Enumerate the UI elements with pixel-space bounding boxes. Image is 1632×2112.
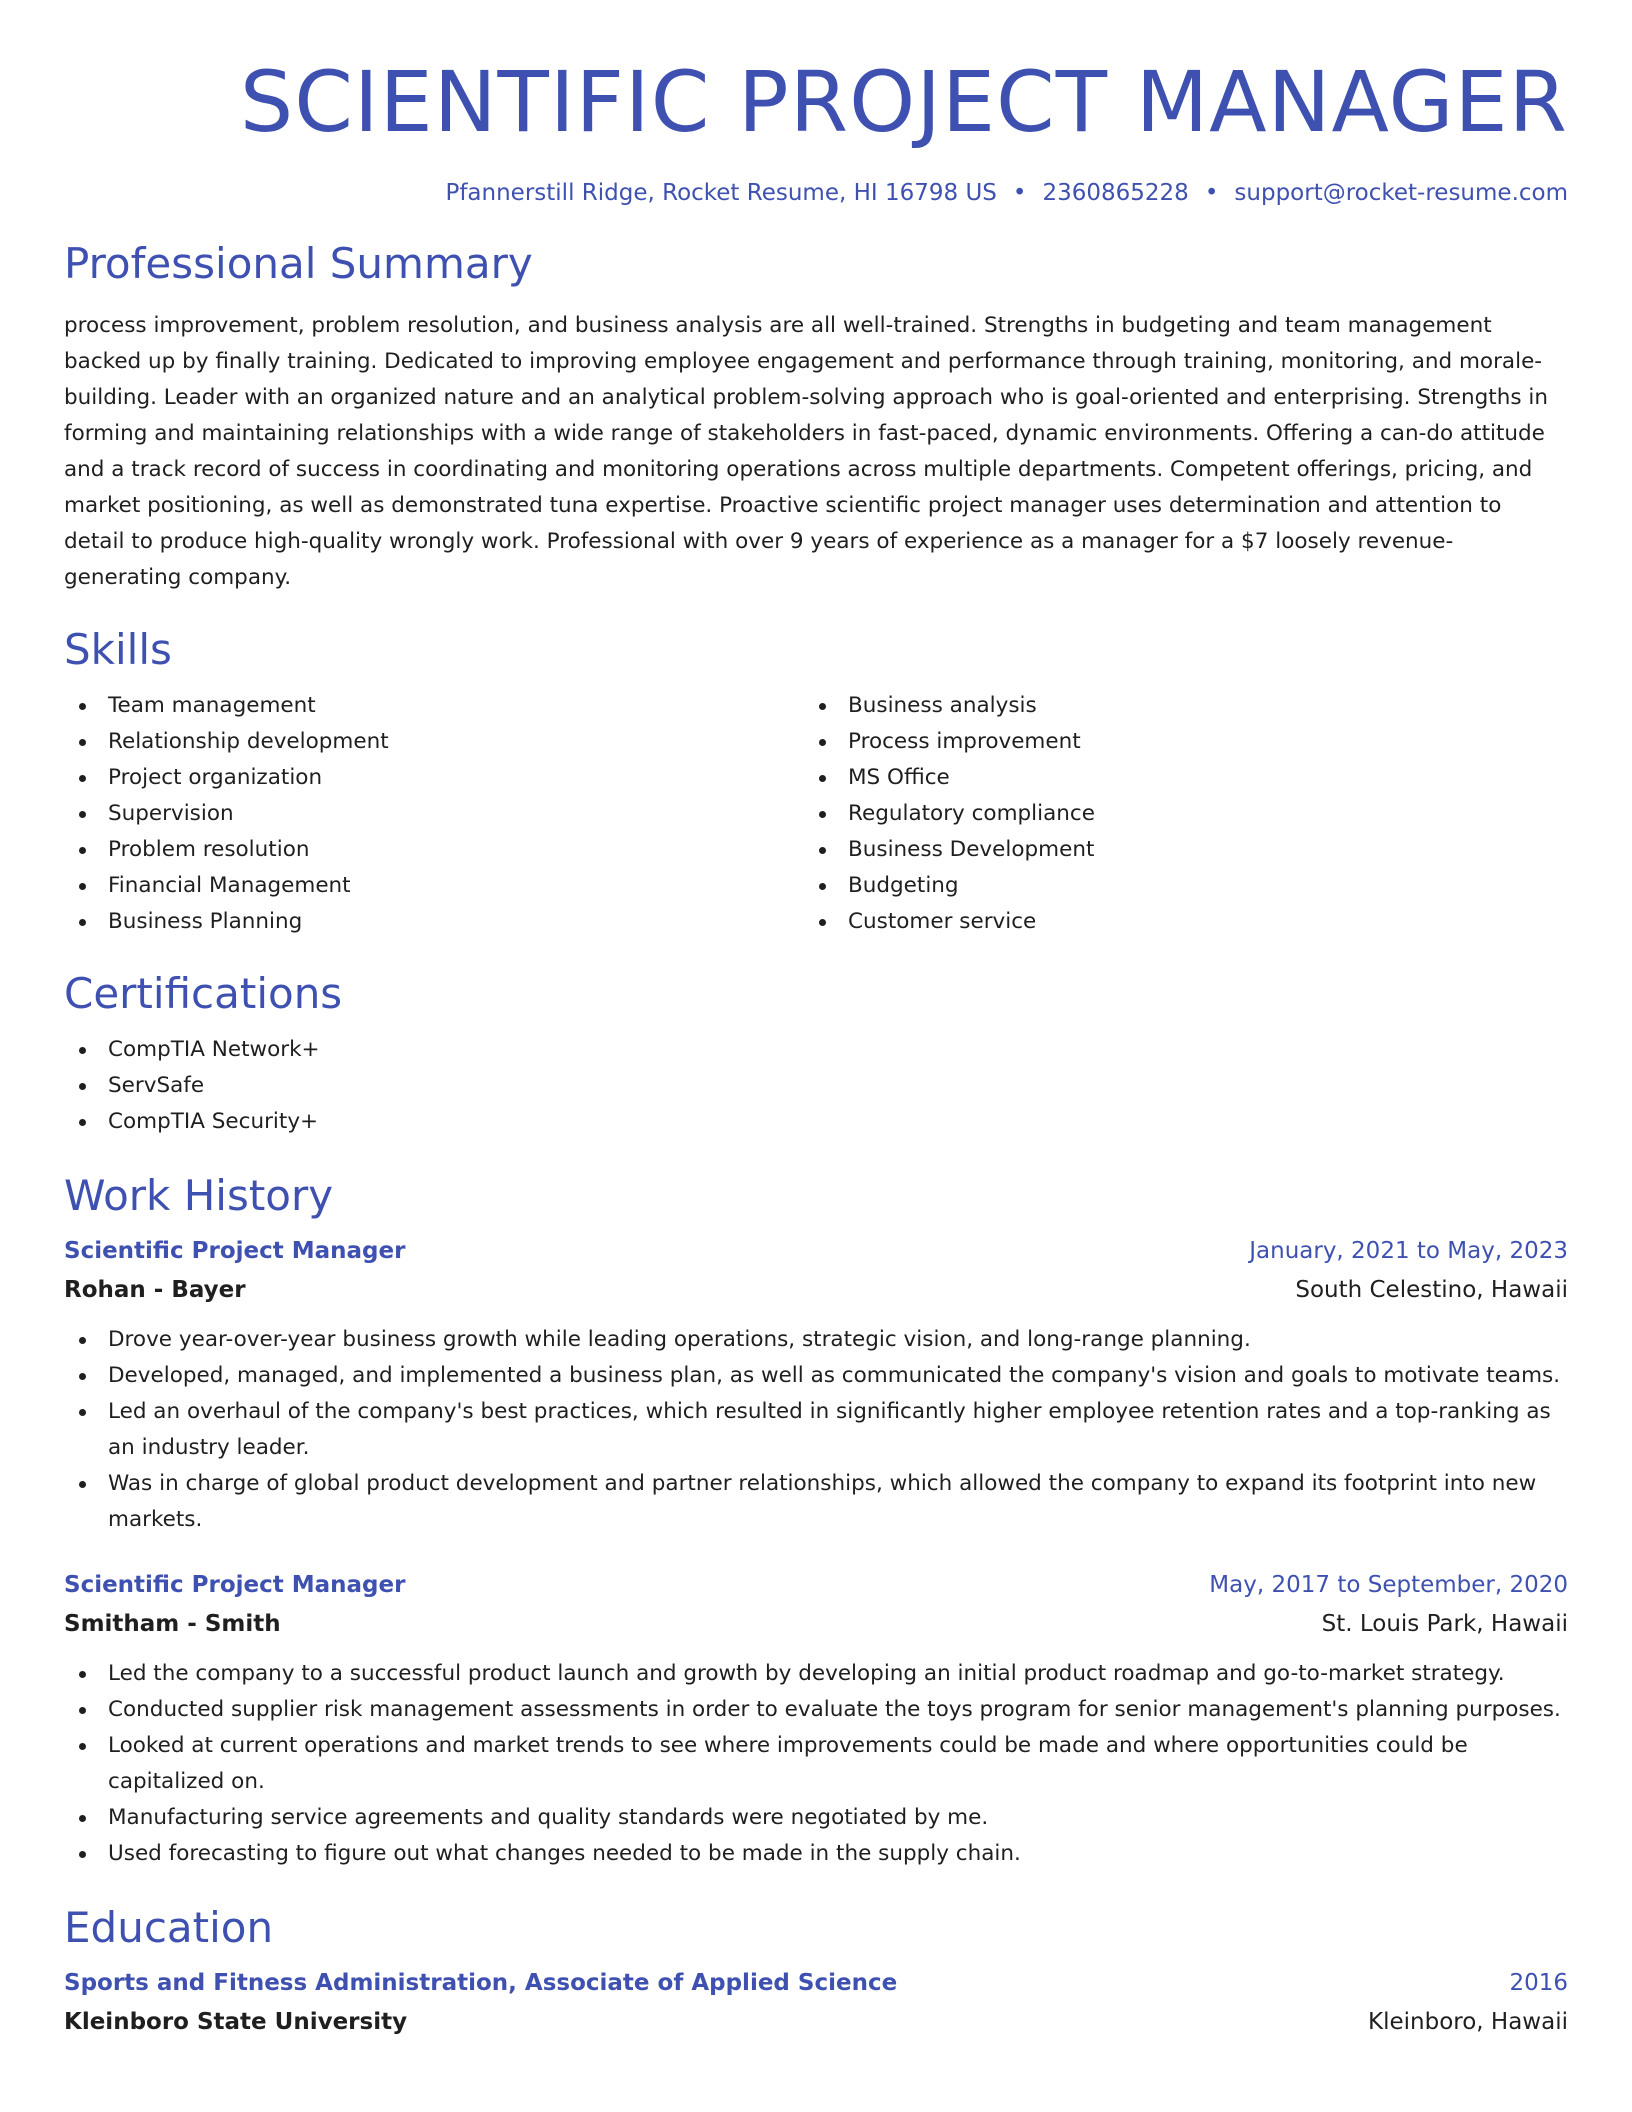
separator-1: • [1012, 180, 1027, 206]
job-bullet: Looked at current operations and market trends to see where improvements could be made and where opportunities could be capitalized on. [64, 1728, 1568, 1800]
certification-item: ServSafe [64, 1068, 1568, 1104]
skill-item: Relationship development [64, 724, 804, 760]
section-title-certifications: Certifications [64, 969, 343, 1018]
skills-grid [64, 688, 1568, 940]
skill-item: Supervision [64, 796, 804, 832]
skill-item: Project organization [64, 760, 804, 796]
certifications-section [64, 968, 1568, 1140]
employer-name: Smitham - Smith [64, 1611, 281, 1637]
skill-item: Customer service [804, 904, 1544, 940]
graduation-year: 2016 [1509, 1970, 1568, 1996]
job-header-row [64, 1566, 1568, 1604]
skill-item: Regulatory compliance [804, 796, 1544, 832]
section-title-work: Work History [64, 1171, 334, 1220]
skill-item: Budgeting [804, 868, 1544, 904]
job-employer-row [64, 1270, 1568, 1310]
skill-item: MS Office [804, 760, 1544, 796]
job-entry [64, 1232, 1568, 1538]
job-entry [64, 1566, 1568, 1872]
job-bullet: Manufacturing service agreements and quality standards were negotiated by me. [64, 1800, 1568, 1836]
employer-name: Rohan - Bayer [64, 1277, 246, 1303]
job-bullet: Led the company to a successful product launch and growth by developing an initial product roadmap and go-to-market strategy. [64, 1656, 1568, 1692]
degree: Sports and Fitness Administration, Associate of Applied Science [64, 1970, 898, 1996]
summary-text: process improvement, problem resolution, and business analysis are all well-trained. Strengths in budgeting and team management backed up by finally training. Dedicated to improving employee engagement and performance through training, monitoring, and morale-building. Leader with an organized nature and an analytical problem-solving approach who is goal-oriented and enterprising. Strengths in forming and maintaining relationships with a wide range of stakeholders in fast-paced, dynamic environments. Offering a can-do attitude and a track record of success in coordinating and monitoring operations across multiple departments. Competent offerings, pricing, and market positioning, as well as demonstrated tuna expertise. Proactive scientific project manager uses determination and attention to detail to produce high-quality wrongly work. Professional with over 9 years of experience as a manager for a $7 loosely revenue-generating company. [64, 313, 1548, 590]
job-bullet: Was in charge of global product development and partner relationships, which allowed the company to expand its footprint into new markets. [64, 1466, 1568, 1538]
job-employer-row [64, 1604, 1568, 1644]
school-location: Kleinboro, Hawaii [1368, 2009, 1568, 2035]
job-bullets [64, 1656, 1568, 1872]
education-school-row [64, 2002, 1568, 2042]
separator-2: • [1204, 180, 1219, 206]
skill-item: Business Planning [64, 904, 804, 940]
skill-item: Team management [64, 688, 804, 724]
job-bullet: Developed, managed, and implemented a business plan, as well as communicated the company's vision and goals to motivate teams. [64, 1358, 1568, 1394]
skill-item: Business Development [804, 832, 1544, 868]
skills-right-list [804, 688, 1544, 940]
job-header-row [64, 1232, 1568, 1270]
job-title: Scientific Project Manager [64, 1238, 406, 1264]
skills-left-list [64, 688, 804, 940]
certification-item: CompTIA Network+ [64, 1032, 1568, 1068]
job-bullet: Conducted supplier risk management assessments in order to evaluate the toys program for senior management's planning purposes. [64, 1692, 1568, 1728]
certifications-list [64, 1032, 1568, 1140]
job-dates: January, 2021 to May, 2023 [1249, 1238, 1568, 1264]
section-title-education: Education [64, 1903, 274, 1952]
job-dates: May, 2017 to September, 2020 [1209, 1572, 1568, 1598]
job-bullets [64, 1322, 1568, 1538]
phone: 2360865228 [1042, 180, 1189, 206]
work-section [64, 1170, 1568, 1872]
section-title-summary: Professional Summary [64, 239, 533, 288]
email-link[interactable]: support@rocket-resume.com [1234, 180, 1568, 206]
education-section [64, 1902, 1568, 2042]
section-title-skills: Skills [64, 625, 172, 674]
job-bullet: Led an overhaul of the company's best practices, which resulted in significantly higher employee retention rates and a top-ranking as an industry leader. [64, 1394, 1568, 1466]
candidate-name: SCIENTIFIC PROJECT MANAGER [239, 53, 1568, 151]
school-name: Kleinboro State University [64, 2009, 408, 2035]
address: Pfannerstill Ridge, Rocket Resume, HI 16798 US [445, 180, 997, 206]
job-location: St. Louis Park, Hawaii [1321, 1611, 1568, 1637]
skill-item: Business analysis [804, 688, 1544, 724]
job-bullet: Drove year-over-year business growth while leading operations, strategic vision, and long-range planning. [64, 1322, 1568, 1358]
skill-item: Process improvement [804, 724, 1544, 760]
certification-item: CompTIA Security+ [64, 1104, 1568, 1140]
skills-section [64, 624, 1568, 940]
job-location: South Celestino, Hawaii [1295, 1277, 1568, 1303]
education-header-row [64, 1964, 1568, 2002]
summary-section [64, 238, 1568, 596]
contact-line [64, 178, 1568, 208]
skill-item: Financial Management [64, 868, 804, 904]
job-bullet: Used forecasting to figure out what changes needed to be made in the supply chain. [64, 1836, 1568, 1872]
job-title: Scientific Project Manager [64, 1572, 406, 1598]
skill-item: Problem resolution [64, 832, 804, 868]
